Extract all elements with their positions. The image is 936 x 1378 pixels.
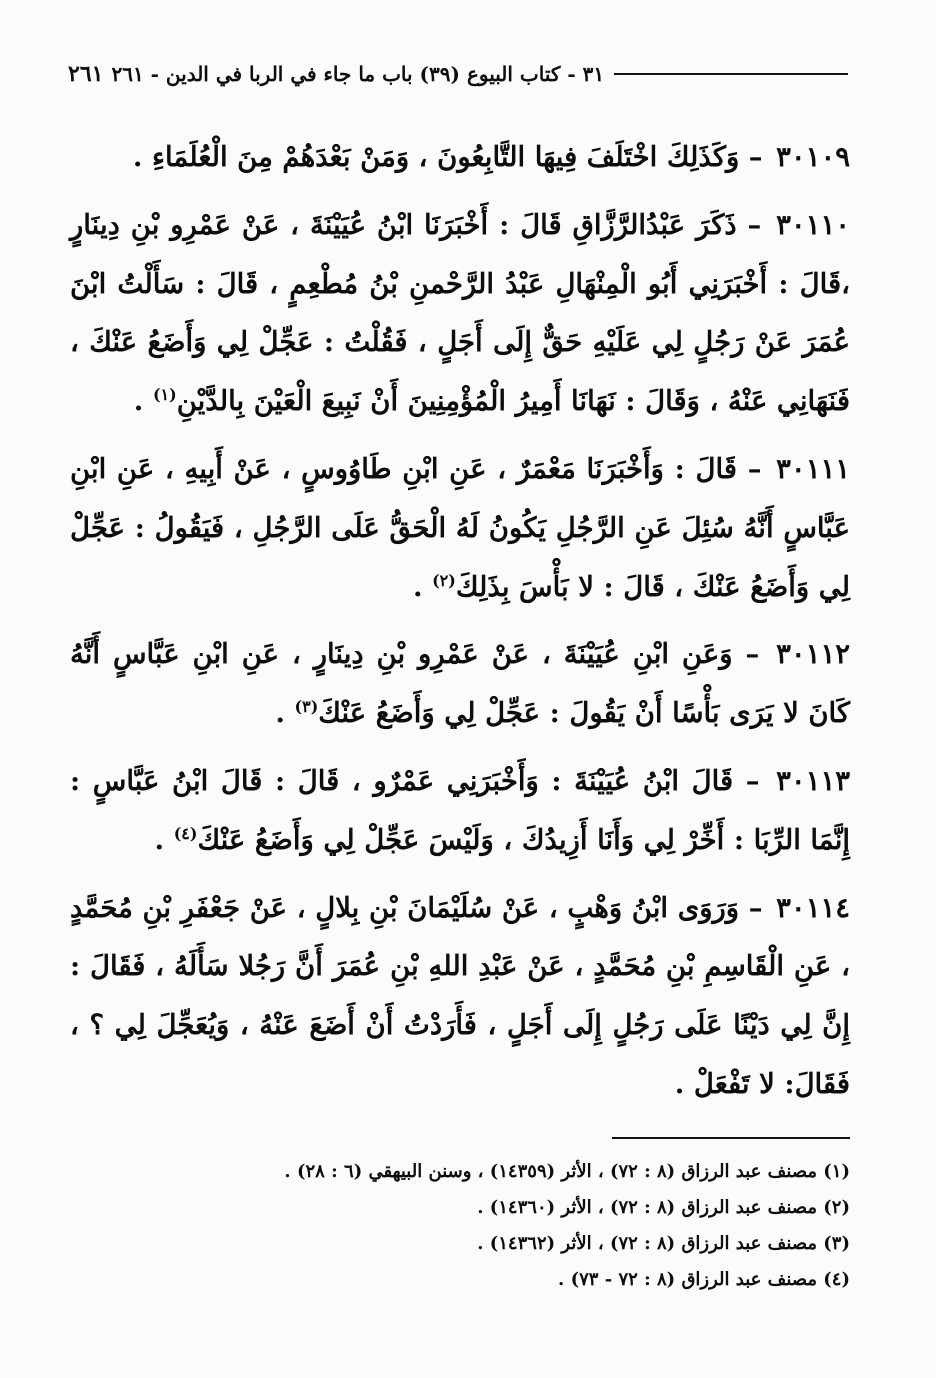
paragraph-number: ٣٠١١٢ bbox=[776, 638, 850, 671]
page-header bbox=[68, 58, 848, 90]
page-number: ٢٦١ bbox=[68, 61, 104, 87]
paragraph-end: . bbox=[133, 385, 144, 418]
paragraph-30114 bbox=[70, 879, 850, 1114]
paragraph-end: . bbox=[412, 570, 423, 603]
paragraph-30110 bbox=[70, 196, 850, 431]
paragraph-number: ٣٠١٠٩ bbox=[776, 141, 850, 173]
paragraph-text: – قَالَ ابْنُ عُيَيْنَةَ : وَأَخْبَرَنِي عَمْرٌو ، قَالَ : قَالَ ابْنُ عَبَّاسٍ : إِنَّمَا الرِّبَا : أَخِّرْ لِي وَأَنَا أَزِيدُكَ ، وَلَيْسَ عَجِّلْ لِي وَأَضَعُ عَنْكَ bbox=[70, 764, 850, 856]
running-title: ٣١ - كتاب البيوع (٣٩) باب ما جاء في الربا في الدين - ٢٦١ bbox=[111, 62, 605, 86]
footnote-ref-3[interactable]: (٣) bbox=[294, 697, 319, 717]
paragraph-text: – وَعَنِ ابْنِ عُيَيْنَةَ ، عَنْ عَمْرِو بْنِ دِينَارٍ ، عَنِ ابْنِ عَبَّاسٍ أَنَّهُ كَانَ لا يَرَى بَأْسًا أَنْ يَقُولَ : عَجِّلْ لِي وَأَضَعُ عَنْكَ bbox=[70, 638, 850, 730]
footnote-separator bbox=[612, 1137, 850, 1139]
paragraph-number: ٣٠١١٣ bbox=[776, 764, 850, 797]
paragraph-number: ٣٠١١٤ bbox=[776, 891, 851, 924]
footnote-ref-2[interactable]: (٢) bbox=[432, 570, 456, 590]
footnote-ref-4[interactable]: (٤) bbox=[173, 823, 198, 843]
paragraph-30111 bbox=[70, 440, 850, 616]
footnotes bbox=[70, 1154, 850, 1298]
footnote-3: (٣) مصنف عبد الرزاق (٨ : ٧٢) ، الأثر (١٤٣٦٢) . bbox=[477, 1233, 850, 1254]
paragraph-text: – وَكَذَلِكَ اخْتَلَفَ فِيهَا التَّابِعُونَ ، وَمَنْ بَعْدَهُمْ مِنَ الْعُلَمَاءِ . bbox=[132, 141, 763, 173]
paragraph-30112 bbox=[70, 625, 850, 743]
paragraph-end: . bbox=[275, 697, 285, 730]
footnote-2: (٢) مصنف عبد الرزاق (٨ : ٧٢) ، الأثر (١٤٣٦٠) . bbox=[477, 1197, 850, 1218]
paragraph-text: – قَالَ : وَأَخْبَرَنَا مَعْمَرٌ ، عَنِ ابْنِ طَاوُوسٍ ، عَنْ أَبِيهِ ، عَنِ ابْنِ عَبَّاسٍ أَنَّهُ سُئِلَ عَنِ الرَّجُلِ يَكُونُ لَهُ الْحَقُّ عَلَى الرَّجُلِ ، فَيَقُولُ : عَجِّلْ لِي وَأَضَعُ عَنْكَ ، قَالَ : لا بَأْسَ بِذَلِكَ bbox=[70, 452, 850, 603]
paragraph-text: – وَرَوَى ابْنُ وَهْبٍ ، عَنْ سُلَيْمَانَ بْنِ بِلالٍ ، عَنْ جَعْفَرِ بْنِ مُحَمَّدٍ ، عَنِ الْقَاسِمِ بْنِ مُحَمَّدٍ ، عَنْ عَبْدِ اللهِ بْنِ عُمَرَ أَنَّ رَجُلا سَأَلَهُ ، فَقَالَ : إِنَّ لِي دَيْنًا عَلَى رَجُلٍ إِلَى أَجَلٍ ، فَأَرَدْتُ أَنْ أَضَعَ عَنْهُ ، وَيُعَجِّلَ لِي ؟ ، فَقَالَ: لا تَفْعَلْ . bbox=[70, 891, 850, 1100]
header-rule bbox=[614, 73, 848, 75]
main-text bbox=[70, 128, 850, 1123]
footnote-4: (٤) مصنف عبد الرزاق (٨ : ٧٢ - ٧٣) . bbox=[558, 1269, 850, 1290]
paragraph-number: ٣٠١١١ bbox=[776, 452, 851, 485]
paragraph-end: . bbox=[154, 823, 165, 856]
paragraph-30113 bbox=[70, 752, 850, 870]
paragraph-number: ٣٠١١٠ bbox=[776, 208, 850, 241]
footnote-1: (١) مصنف عبد الرزاق (٨ : ٧٢) ، الأثر (١٤٣٥٩) ، وسنن البيهقي (٦ : ٢٨) . bbox=[284, 1161, 850, 1182]
paragraph-30109 bbox=[70, 128, 850, 187]
paragraph-text: – ذَكَرَ عَبْدُالرَّزَّاقِ قَالَ : أَخْبَرَنَا ابْنُ عُيَيْنَةَ ، عَنْ عَمْرِو بْنِ دِينَارٍ ،قَالَ : أَخْبَرَنِي أَبُو الْمِنْهَالِ عَبْدُ الرَّحْمنِ بْنُ مُطْعِمٍ ، قَالَ : سَأَلْتُ ابْنَ عُمَرَ عَنْ رَجُلٍ لِي عَلَيْهِ حَقٌّ إِلَى أَجَلٍ ، فَقُلْتُ : عَجِّلْ لِي وَأَضَعُ عَنْكَ ، فَنَهَانِي عَنْهُ ، وَقَالَ : نَهَانَا أَمِيرُ الْمُؤْمِنِينَ أَنْ نَبِيعَ الْعَيْنَ بِالدَّيْنِ bbox=[70, 208, 850, 418]
footnote-ref-1[interactable]: (١) bbox=[152, 385, 177, 405]
